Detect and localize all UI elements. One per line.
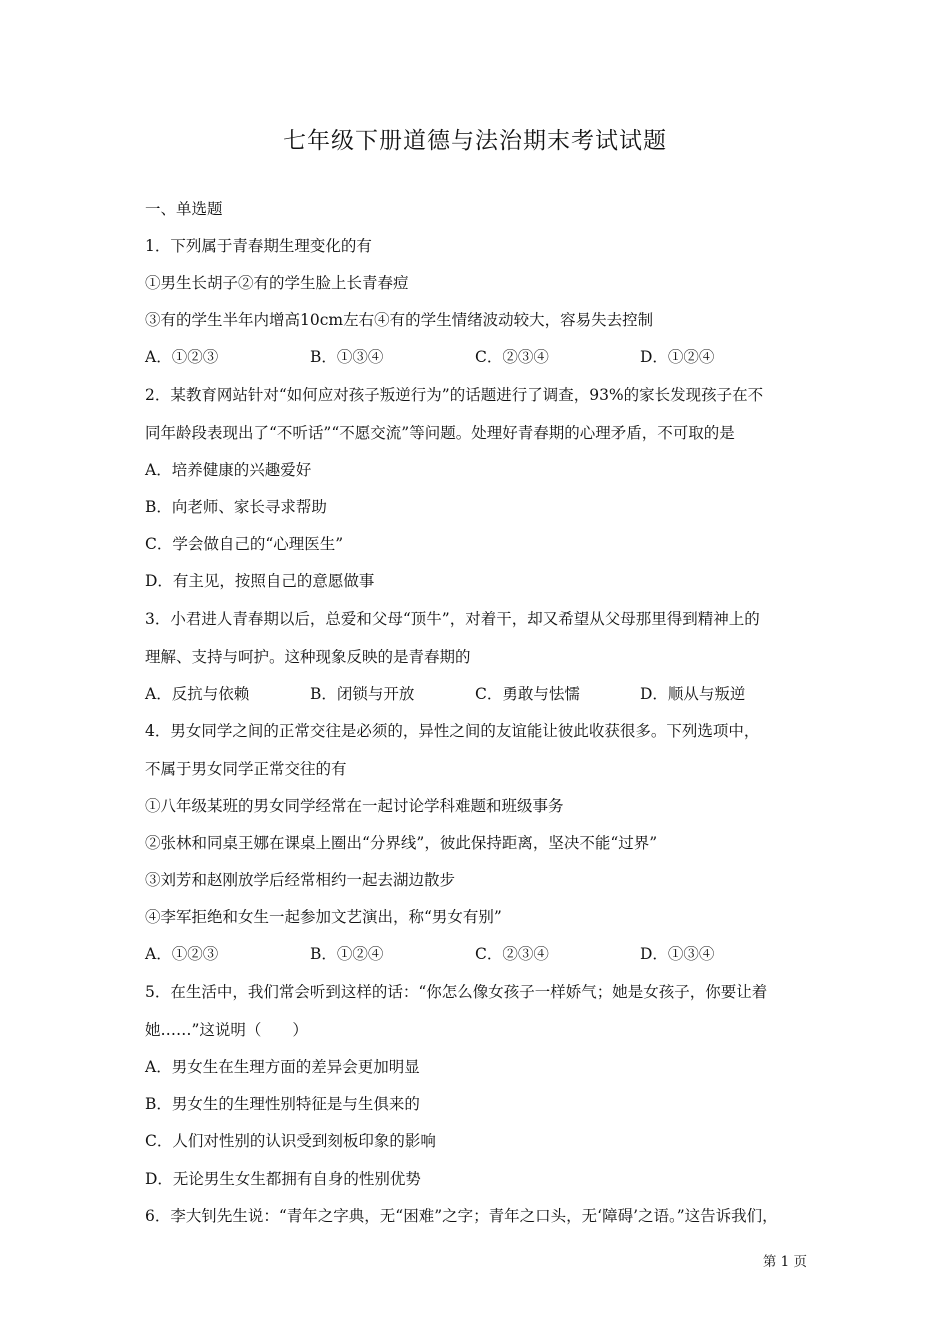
question-5-option-a: A．男女生在生理方面的差异会更加明显	[145, 1058, 420, 1076]
section-heading: 一、单选题	[145, 200, 223, 218]
question-4-item-1: ①八年级某班的男女同学经常在一起讨论学科难题和班级事务	[145, 797, 564, 815]
page-number: 第 1 页	[762, 1254, 807, 1270]
question-1-item-1: ①男生长胡子②有的学生脸上长青春痘	[145, 274, 409, 292]
option-b: B．①③④	[310, 348, 384, 366]
question-5-option-c: C．人们对性别的认识受到刻板印象的影响	[145, 1132, 436, 1150]
question-5-option-b: B．男女生的生理性别特征是与生俱来的	[145, 1095, 420, 1113]
option-a: A．①②③	[145, 945, 219, 963]
question-4-stem-line-1: 4．男女同学之间的正常交往是必须的，异性之间的友谊能让彼此收获很多。下列选项中，	[145, 722, 760, 740]
question-4-item-4: ④李军拒绝和女生一起参加文艺演出，称“男女有别”	[145, 908, 502, 926]
question-5-stem-line-1: 5．在生活中，我们常会听到这样的话：“你怎么像女孩子一样娇气；她是女孩子，你要让着	[145, 983, 768, 1001]
option-d: D．①②④	[640, 348, 715, 366]
question-1-stem: 1．下列属于青春期生理变化的有	[145, 237, 372, 255]
option-a: A．反抗与依赖	[145, 685, 250, 703]
question-2-stem-line-1: 2．某教育网站针对“如何应对孩子叛逆行为”的话题进行了调查，93%的家长发现孩子在不	[145, 386, 764, 404]
question-4-item-3: ③刘芳和赵刚放学后经常相约一起去湖边散步	[145, 871, 456, 889]
question-5-stem-line-2: 她……”这说明（ ）	[145, 1021, 308, 1039]
question-3-stem-line-1: 3．小君进人青春期以后，总爱和父母“顶牛”，对着干，却又希望从父母那里得到精神上的	[145, 610, 760, 628]
option-d: D．①③④	[640, 945, 715, 963]
option-c: C．②③④	[475, 348, 549, 366]
question-2-option-c: C．学会做自己的“心理医生”	[145, 535, 344, 553]
question-6-stem-line-1: 6．李大钊先生说：“青年之字典，无“困难”之字；青年之口头，无‘障碍’之语。”这告诉我们，	[145, 1207, 778, 1225]
question-5-option-d: D．无论男生女生都拥有自身的性别优势	[145, 1170, 421, 1188]
question-4-item-2: ②张林和同桌王娜在课桌上圈出“分界线”，彼此保持距离，坚决不能“过界”	[145, 834, 658, 852]
question-2-option-b: B．向老师、家长寻求帮助	[145, 498, 327, 516]
option-c: C．勇敢与怯懦	[475, 685, 580, 703]
option-c: C．②③④	[475, 945, 549, 963]
option-b: B．闭锁与开放	[310, 685, 415, 703]
question-2-stem-line-2: 同年龄段表现出了“不听话”“不愿交流”等问题。处理好青春期的心理矛盾，不可取的是	[145, 424, 735, 442]
question-2-option-d: D．有主见，按照自己的意愿做事	[145, 572, 375, 590]
question-1-item-2: ③有的学生半年内增高10cm左右④有的学生情绪波动较大，容易失去控制	[145, 311, 654, 329]
question-4-stem-line-2: 不属于男女同学正常交往的有	[145, 760, 347, 778]
option-a: A．①②③	[145, 348, 219, 366]
option-d: D．顺从与叛逆	[640, 685, 746, 703]
page-title: 七年级下册道德与法治期末考试试题	[283, 128, 667, 154]
question-3-stem-line-2: 理解、支持与呵护。这种现象反映的是青春期的	[145, 648, 471, 666]
option-b: B．①②④	[310, 945, 384, 963]
question-2-option-a: A．培养健康的兴趣爱好	[145, 461, 312, 479]
